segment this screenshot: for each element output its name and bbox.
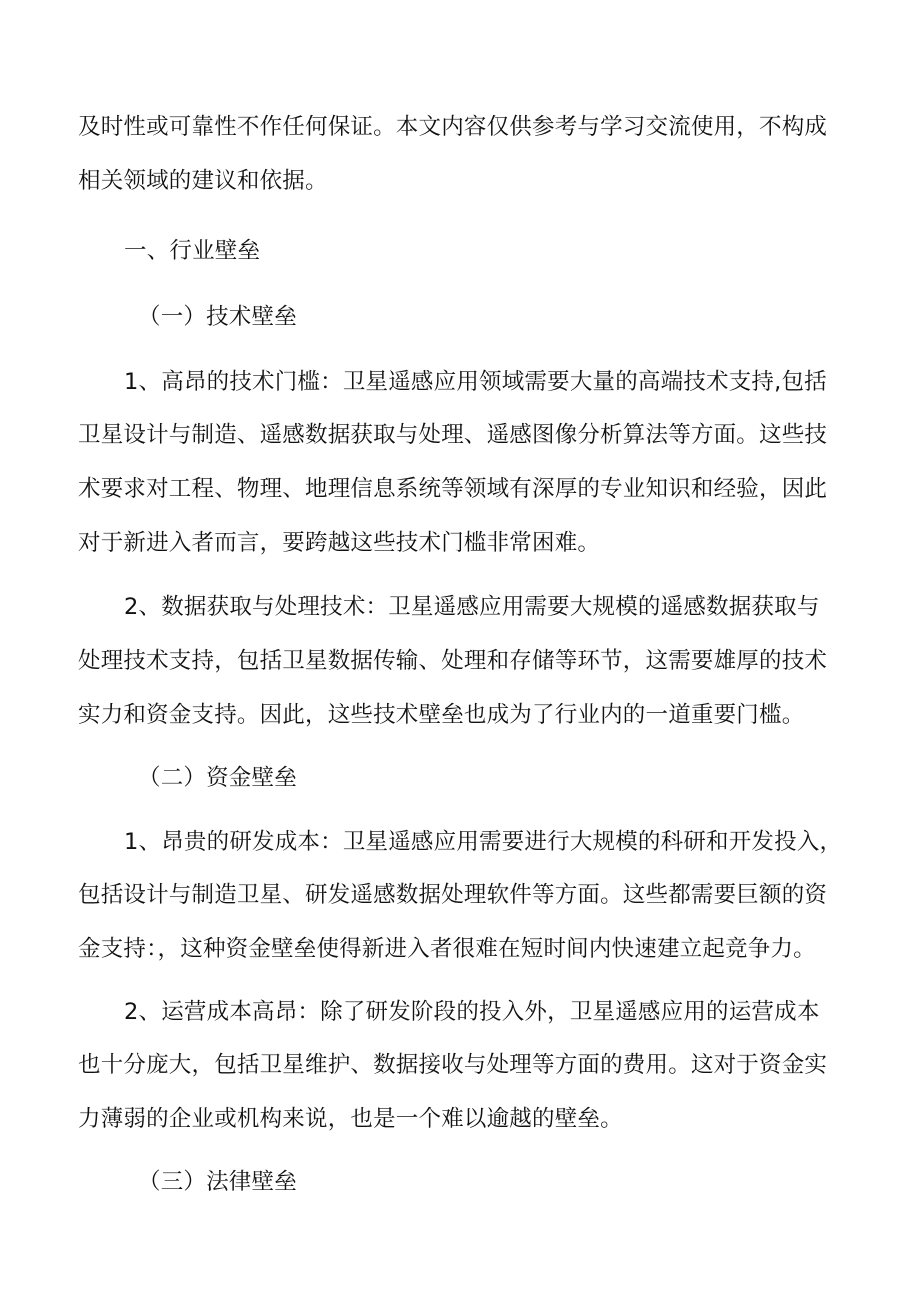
- intro-line-2: 相关领域的建议和依据。: [78, 168, 328, 194]
- intro-line-1: 及时性或可靠性不作任何保证。本文内容仅供参考与学习交流使用，不构成: [78, 114, 828, 140]
- capital-p1-line-2: 包括设计与制造卫星、研发遥感数据处理软件等方面。这些都需要巨额的资: [78, 882, 828, 908]
- tech-p2-line-2: 处理技术支持，包括卫星数据传输、处理和存储等环节，这需要雄厚的技术: [78, 648, 828, 674]
- tech-p1-line-3: 术要求对工程、物理、地理信息系统等领域有深厚的专业知识和经验，因此: [78, 476, 828, 502]
- tech-p1-line-4: 对于新进入者而言，要跨越这些技术门槛非常困难。: [78, 530, 601, 556]
- tech-p2-line-1: 2、数据获取与处理技术：卫星遥感应用需要大规模的遥感数据获取与: [124, 594, 820, 620]
- capital-p1-line-1: 1、昂贵的研发成本：卫星遥感应用需要进行大规模的科研和开发投入，: [124, 829, 843, 855]
- subsection-title-tech: （一）技术壁垒: [138, 304, 297, 330]
- tech-p1-line-1: 1、高昂的技术门槛：卫星遥感应用领域需要大量的高端技术支持,包括: [124, 369, 827, 395]
- section-heading: 一、行业壁垒: [124, 238, 261, 264]
- capital-p2-line-2: 也十分庞大，包括卫星维护、数据接收与处理等方面的费用。这对于资金实: [78, 1052, 828, 1078]
- subsection-title-legal: （三）法律壁垒: [138, 1169, 297, 1195]
- subsection-title-capital: （二）资金壁垒: [138, 765, 297, 791]
- capital-p2-line-3: 力薄弱的企业或机构来说，也是一个难以逾越的壁垒。: [78, 1106, 623, 1132]
- tech-p1-line-2: 卫星设计与制造、遥感数据获取与处理、遥感图像分析算法等方面。这些技: [78, 422, 828, 448]
- capital-p2-line-1: 2、运营成本高昂：除了研发阶段的投入外，卫星遥感应用的运营成本: [124, 999, 820, 1025]
- capital-p1-line-3: 金支持：，这种资金壁垒使得新进入者很难在短时间内快速建立起竞争力。: [78, 936, 816, 962]
- tech-p2-line-3: 实力和资金支持。因此，这些技术壁垒也成为了行业内的一道重要门槛。: [78, 702, 805, 728]
